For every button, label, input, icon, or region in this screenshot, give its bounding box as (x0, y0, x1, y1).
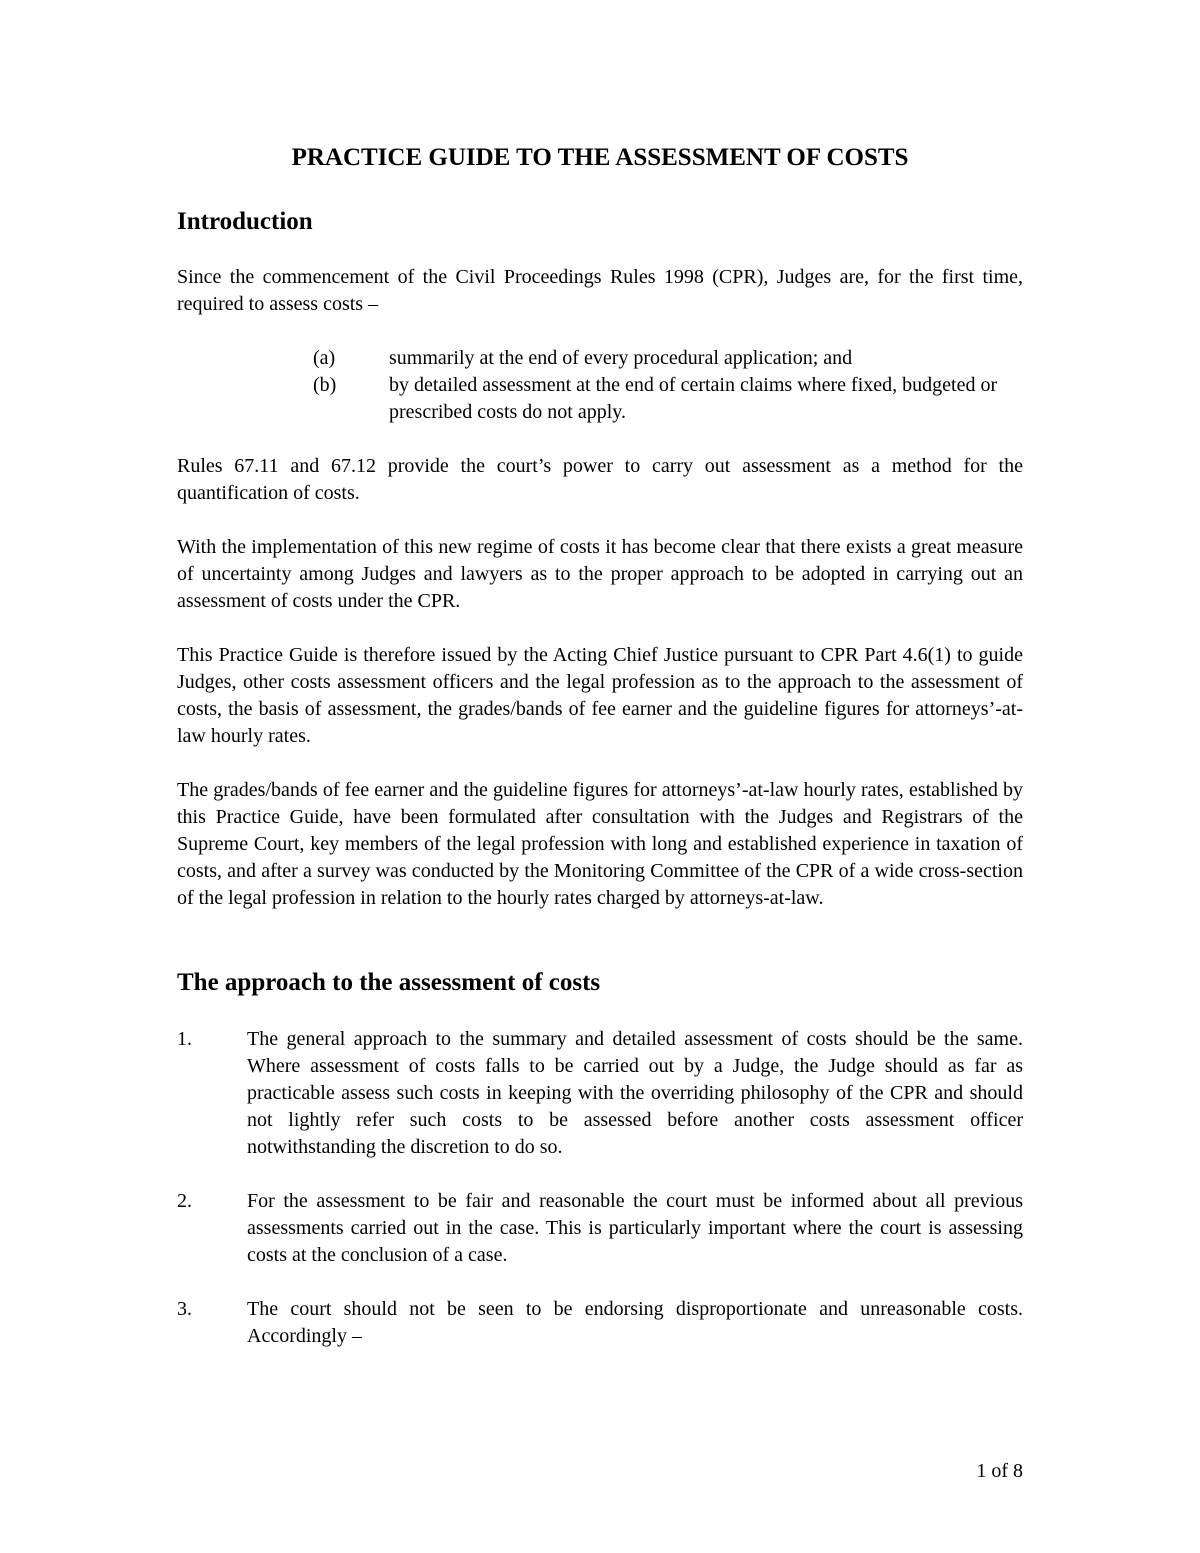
list-marker-b: (b) (313, 374, 337, 396)
list-marker-a: (a) (313, 347, 336, 369)
list-text-b: by detailed assessment at the end of certain claims where fixed, budgeted or prescribed costs do not apply. (389, 374, 998, 423)
intro-paragraph-4: This Practice Guide is therefore issued by the Acting Chief Justice pursuant to CPR Part 4.6(1) to guide Judges, other costs assessment officers and the legal profession as to the approach to the assessment of costs, the basis of assessment, the grades/bands of fee earner and the guideline figures for attorneys’-at-law hourly rates. (177, 644, 1023, 747)
introduction-heading: Introduction (177, 208, 313, 235)
intro-paragraph-2: Rules 67.11 and 67.12 provide the court’s power to carry out assessment as a method for the quantification of costs. (177, 455, 1023, 504)
intro-paragraph-3: With the implementation of this new regime of costs it has become clear that there exists a great measure of uncertainty among Judges and lawyers as to the proper approach to be adopted in carrying out an assessment of costs under the CPR. (177, 536, 1023, 612)
item-number-1: 1. (177, 1028, 192, 1050)
intro-paragraph-5: The grades/bands of fee earner and the guideline figures for attorneys’-at-law hourly rates, established by this Practice Guide, have been formulated after consultation with the Judges and Registrars of the Supreme Court, key members of the legal profession with long and established experience in taxation of costs, and after a survey was conducted by the Monitoring Committee of the CPR of a wide cross-section of the legal profession in relation to the hourly rates charged by attorneys-at-law. (177, 779, 1023, 909)
document-title: PRACTICE GUIDE TO THE ASSESSMENT OF COSTS (291, 144, 909, 171)
item-text-3: The court should not be seen to be endorsing disproportionate and unreasonable costs. Accordingly – (247, 1298, 1023, 1347)
approach-heading: The approach to the assessment of costs (177, 969, 601, 996)
item-number-3: 3. (177, 1298, 192, 1320)
intro-paragraph-1: Since the commencement of the Civil Proceedings Rules 1998 (CPR), Judges are, for the first time, required to assess costs – (177, 266, 1023, 315)
page-number: 1 of 8 (976, 1460, 1023, 1482)
item-text-2: For the assessment to be fair and reasonable the court must be informed about all previous assessments carried out in the case. This is particularly important where the court is assessing costs at the conclusion of a case. (247, 1190, 1023, 1266)
item-text-1: The general approach to the summary and detailed assessment of costs should be the same. Where assessment of costs falls to be carried out by a Judge, the Judge should as far as practicable assess such costs in keeping with the overriding philosophy of the CPR and should not lightly refer such costs to be assessed before another costs assessment officer notwithstanding the discretion to do so. (247, 1028, 1023, 1158)
list-text-a: summarily at the end of every procedural application; and (389, 347, 853, 369)
item-number-2: 2. (177, 1190, 192, 1212)
